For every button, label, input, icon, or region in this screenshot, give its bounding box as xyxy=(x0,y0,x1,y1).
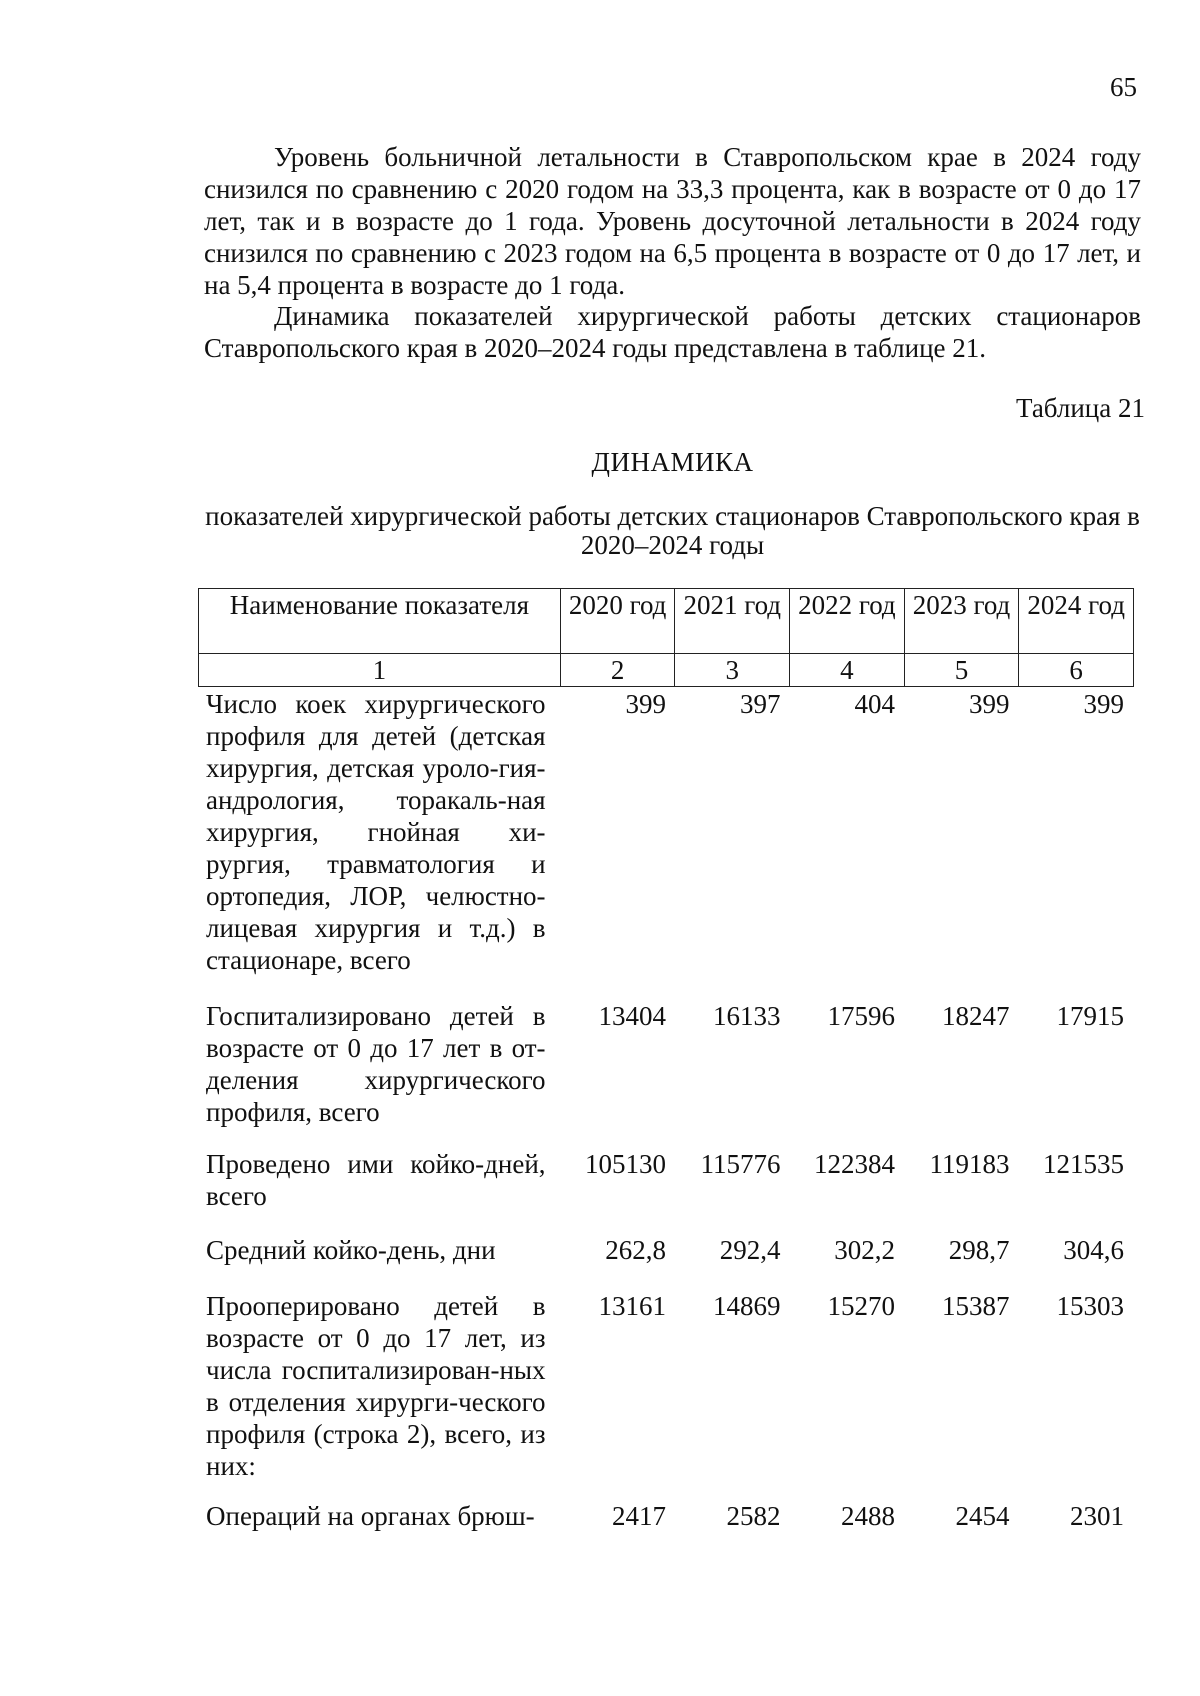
row-value: 115776 xyxy=(700,1149,781,1179)
row-value: 13161 xyxy=(598,1291,667,1321)
row-name: Операций на органах брюш- xyxy=(206,1501,535,1531)
row-value: 121535 xyxy=(1043,1149,1124,1179)
row-name: Проведено ими койко-дней, всего xyxy=(206,1149,546,1211)
row-name: Средний койко-день, дни xyxy=(206,1235,496,1265)
row-value: 17915 xyxy=(1056,1001,1124,1031)
table-row xyxy=(198,688,1134,976)
table-row xyxy=(198,1290,1134,1482)
row-value: 292,4 xyxy=(719,1235,781,1265)
header-year-2022: 2022 год xyxy=(790,589,905,654)
row-value: 302,2 xyxy=(834,1235,895,1265)
row-value: 262,8 xyxy=(605,1235,667,1265)
column-number: 5 xyxy=(904,654,1019,687)
row-value: 397 xyxy=(740,689,781,719)
table-row xyxy=(198,1234,1134,1266)
row-value: 2582 xyxy=(726,1501,781,1531)
row-value: 15270 xyxy=(827,1291,895,1321)
row-value: 15303 xyxy=(1056,1291,1124,1321)
row-value: 399 xyxy=(968,689,1010,719)
table-row xyxy=(198,1000,1134,1128)
row-value: 17596 xyxy=(827,1001,895,1031)
header-year-2023: 2023 год xyxy=(904,589,1019,654)
column-number: 3 xyxy=(675,654,790,687)
column-number: 2 xyxy=(560,654,675,687)
paragraph-2: Динамика показателей хирургической работы детских стационаров Ставропольского края в 2020–2024 годы представлена в таблице 21. xyxy=(204,301,1141,363)
table-label: Таблица 21 xyxy=(1016,393,1145,423)
table-title: ДИНАМИКА xyxy=(591,447,754,477)
row-value: 399 xyxy=(625,689,667,719)
row-value: 2488 xyxy=(841,1501,895,1531)
row-value: 2417 xyxy=(612,1501,667,1531)
table-header xyxy=(198,588,1134,687)
table-row xyxy=(198,1148,1134,1212)
page-number: 65 xyxy=(1110,72,1137,102)
table-subtitle: показателей хирургической работы детских стационаров Ставропольского края в 2020–2024 годы xyxy=(205,501,1140,560)
row-value: 16133 xyxy=(713,1001,781,1031)
header-year-2020: 2020 год xyxy=(560,589,675,654)
table-row xyxy=(198,1500,1134,1532)
row-value: 298,7 xyxy=(948,1235,1010,1265)
paragraph-1: Уровень больничной летальности в Ставропольском крае в 2024 году снизился по сравнению с 2020 годом на 33,3 процента, как в возрасте от 0 до 17 лет, так и в возрасте до 1 года. Уровень досуточной летальности в 2024 году снизился по сравнению с 2023 годом на 6,5 процента в возрасте от 0 до 17 лет, и на 5,4 процента в возрасте до 1 года. xyxy=(204,142,1141,300)
row-name: Прооперировано детей в возрасте от 0 до 17 лет, из числа госпитализирован-ных в отделения хирурги-ческого профиля (строка 2), всего, из них: xyxy=(206,1291,546,1481)
row-value: 105130 xyxy=(585,1149,667,1179)
row-name: Число коек хирургического профиля для детей (детская хирургия, детская уроло-гия-андрология, торакаль-ная хирургия, гнойная хи-рургия, травматология и ортопедия, ЛОР, челюстно-лицевая хирургия и т.д.) в стационаре, всего xyxy=(206,689,546,975)
column-number: 4 xyxy=(790,654,905,687)
row-value: 15387 xyxy=(941,1291,1010,1321)
row-value: 18247 xyxy=(941,1001,1010,1031)
row-value: 404 xyxy=(854,689,895,719)
row-value: 2301 xyxy=(1070,1501,1124,1531)
column-number: 6 xyxy=(1019,654,1134,687)
row-value: 399 xyxy=(1083,689,1124,719)
row-value: 304,6 xyxy=(1063,1235,1124,1265)
header-year-2021: 2021 год xyxy=(675,589,790,654)
row-value: 13404 xyxy=(598,1001,667,1031)
header-name-cell: Наименование показателя xyxy=(199,589,561,654)
column-number: 1 xyxy=(199,654,561,687)
row-value: 2454 xyxy=(955,1501,1010,1531)
row-name: Госпитализировано детей в возрасте от 0 до 17 лет в от-деления хирургического профиля, всего xyxy=(206,1001,546,1127)
row-value: 119183 xyxy=(929,1149,1010,1179)
row-value: 122384 xyxy=(814,1149,895,1179)
row-value: 14869 xyxy=(713,1291,781,1321)
header-year-2024: 2024 год xyxy=(1019,589,1134,654)
